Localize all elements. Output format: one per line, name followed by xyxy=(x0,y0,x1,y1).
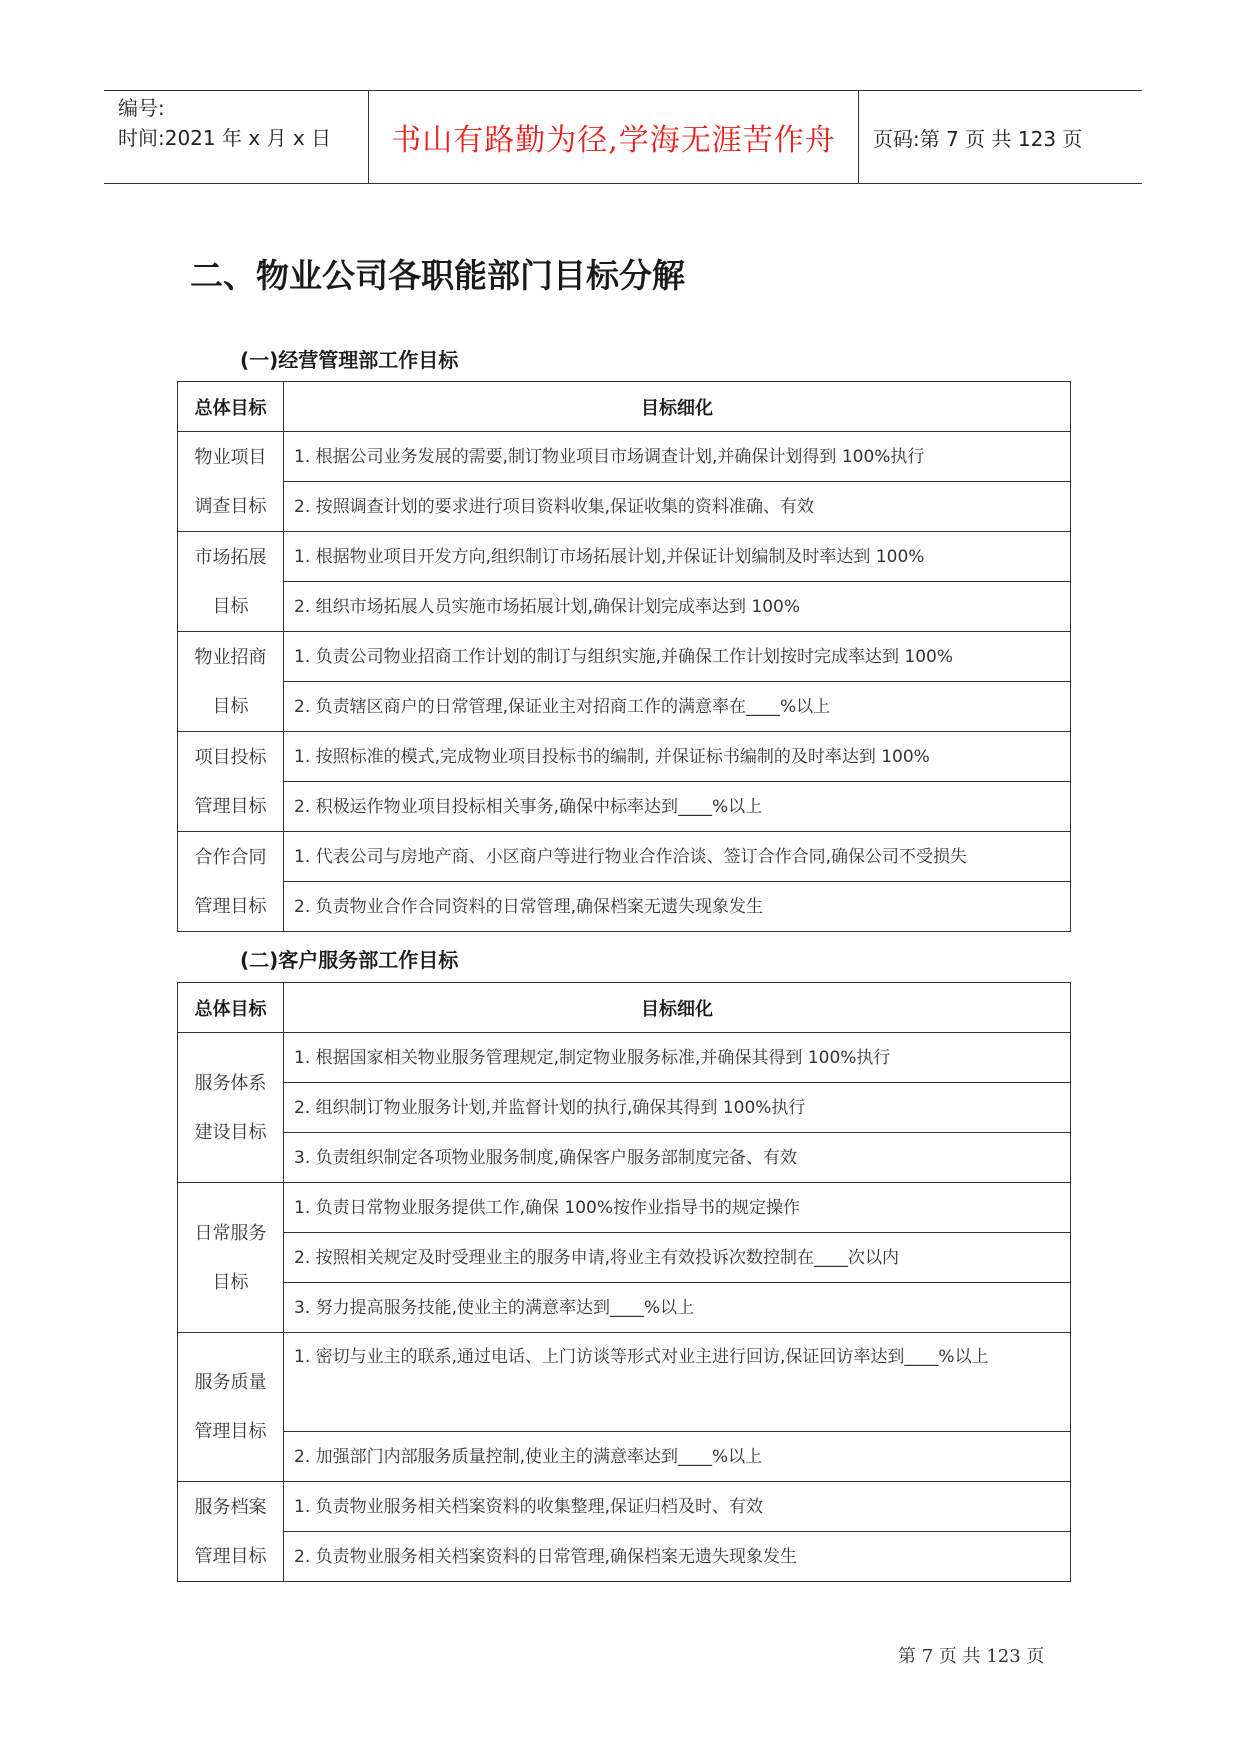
goal-category-line: 目标 xyxy=(212,1271,249,1293)
goal-category-line: 日常服务 xyxy=(194,1222,267,1244)
table-row xyxy=(178,1183,1071,1233)
goal-category xyxy=(178,832,284,932)
table-header-row xyxy=(178,382,1071,432)
table-row xyxy=(178,1432,1071,1482)
table-row xyxy=(178,1482,1071,1532)
table-row xyxy=(178,1532,1071,1582)
goal-category-line: 物业招商 xyxy=(194,646,267,668)
table-row xyxy=(178,732,1071,782)
goal-detail: 2. 按照相关规定及时受理业主的服务申请,将业主有效投诉次数控制在____次以内 xyxy=(284,1233,1071,1283)
section2-table xyxy=(177,982,1071,1582)
goal-detail: 2. 组织市场拓展人员实施市场拓展计划,确保计划完成率达到 100% xyxy=(284,582,1071,632)
table-row xyxy=(178,432,1071,482)
table-row xyxy=(178,1233,1071,1283)
table-row xyxy=(178,1033,1071,1083)
goal-category-line: 管理目标 xyxy=(194,895,267,917)
goal-category xyxy=(178,632,284,732)
table-row xyxy=(178,882,1071,932)
goal-category-line: 调查目标 xyxy=(194,495,267,517)
table-row xyxy=(178,1133,1071,1183)
goal-category xyxy=(178,1033,284,1183)
goal-detail: 3. 负责组织制定各项物业服务制度,确保客户服务部制度完备、有效 xyxy=(284,1133,1071,1183)
goal-detail: 3. 努力提高服务技能,使业主的满意率达到____%以上 xyxy=(284,1283,1071,1333)
table-row xyxy=(178,682,1071,732)
section2-heading: (二)客户服务部工作目标 xyxy=(240,948,459,972)
goal-detail: 1. 按照标准的模式,完成物业项目投标书的编制, 并保证标书编制的及时率达到 100% xyxy=(284,732,1071,782)
goal-detail: 1. 根据物业项目开发方向,组织制订市场拓展计划,并保证计划编制及时率达到 100% xyxy=(284,532,1071,582)
page-title: 二、物业公司各职能部门目标分解 xyxy=(190,256,685,295)
goal-category-line: 管理目标 xyxy=(194,1421,267,1442)
goal-category xyxy=(178,432,284,532)
header-meta xyxy=(104,91,369,183)
goal-category-line: 项目投标 xyxy=(194,746,267,768)
goal-detail: 2. 组织制订物业服务计划,并监督计划的执行,确保其得到 100%执行 xyxy=(284,1083,1071,1133)
goal-category-line: 物业项目 xyxy=(194,446,267,468)
table-row xyxy=(178,782,1071,832)
goal-category xyxy=(178,1482,284,1582)
goal-category-line: 服务档案 xyxy=(194,1496,267,1518)
goal-category xyxy=(178,1183,284,1333)
goal-detail: 2. 积极运作物业项目投标相关事务,确保中标率达到____%以上 xyxy=(284,782,1071,832)
goal-detail: 2. 按照调查计划的要求进行项目资料收集,保证收集的资料准确、有效 xyxy=(284,482,1071,532)
time-label: 时间:2021 年 x 月 x 日 xyxy=(118,126,332,150)
section1-table xyxy=(177,381,1071,932)
goal-detail: 2. 负责物业服务相关档案资料的日常管理,确保档案无遗失现象发生 xyxy=(284,1532,1071,1582)
table-row xyxy=(178,532,1071,582)
goal-detail: 2. 负责物业合作合同资料的日常管理,确保档案无遗失现象发生 xyxy=(284,882,1071,932)
col-header-detail: 目标细化 xyxy=(284,983,1071,1033)
goal-category-line: 管理目标 xyxy=(194,795,267,817)
goal-detail: 1. 负责物业服务相关档案资料的收集整理,保证归档及时、有效 xyxy=(284,1482,1071,1532)
table-row xyxy=(178,1083,1071,1133)
goal-category-line: 目标 xyxy=(212,595,249,617)
col-header-detail: 目标细化 xyxy=(284,382,1071,432)
goal-detail: 2. 负责辖区商户的日常管理,保证业主对招商工作的满意率在____%以上 xyxy=(284,682,1071,732)
goal-category-line: 管理目标 xyxy=(194,1545,267,1567)
goal-category-line: 市场拓展 xyxy=(194,546,267,568)
goal-category xyxy=(178,532,284,632)
table-row xyxy=(178,832,1071,882)
goal-detail: 1. 根据国家相关物业服务管理规定,制定物业服务标准,并确保其得到 100%执行 xyxy=(284,1033,1071,1083)
goal-category-line: 目标 xyxy=(212,695,249,717)
table-header-row xyxy=(178,983,1071,1033)
goal-detail: 1. 代表公司与房地产商、小区商户等进行物业合作洽谈、签订合作合同,确保公司不受损失 xyxy=(284,832,1071,882)
table-row xyxy=(178,1283,1071,1333)
goal-detail: 1. 密切与业主的联系,通过电话、上门访谈等形式对业主进行回访,保证回访率达到____%以上 xyxy=(284,1333,1071,1432)
col-header-overall: 总体目标 xyxy=(178,983,284,1033)
header-motto: 书山有路勤为径,学海无涯苦作舟 xyxy=(369,91,859,183)
goal-detail: 1. 负责公司物业招商工作计划的制订与组织实施,并确保工作计划按时完成率达到 100% xyxy=(284,632,1071,682)
goal-category xyxy=(178,732,284,832)
table-row xyxy=(178,482,1071,532)
table-row xyxy=(178,632,1071,682)
table-row xyxy=(178,1333,1071,1432)
goal-category-line: 服务体系 xyxy=(194,1072,267,1094)
goal-detail: 1. 根据公司业务发展的需要,制订物业项目市场调查计划,并确保计划得到 100%执行 xyxy=(284,432,1071,482)
goal-category xyxy=(178,1333,284,1482)
goal-category-line: 合作合同 xyxy=(194,846,267,868)
header-page-label: 页码:第 7 页 共 123 页 xyxy=(873,126,1083,151)
goal-category-line: 服务质量 xyxy=(194,1372,267,1393)
table-row xyxy=(178,582,1071,632)
section1-heading: (一)经营管理部工作目标 xyxy=(240,348,459,372)
number-label: 编号: xyxy=(118,96,165,120)
page-header xyxy=(104,90,1142,184)
goal-detail: 2. 加强部门内部服务质量控制,使业主的满意率达到____%以上 xyxy=(284,1432,1071,1482)
col-header-overall: 总体目标 xyxy=(178,382,284,432)
goal-detail: 1. 负责日常物业服务提供工作,确保 100%按作业指导书的规定操作 xyxy=(284,1183,1071,1233)
page-footer: 第 7 页 共 123 页 xyxy=(898,1646,1045,1667)
goal-category-line: 建设目标 xyxy=(194,1121,267,1143)
